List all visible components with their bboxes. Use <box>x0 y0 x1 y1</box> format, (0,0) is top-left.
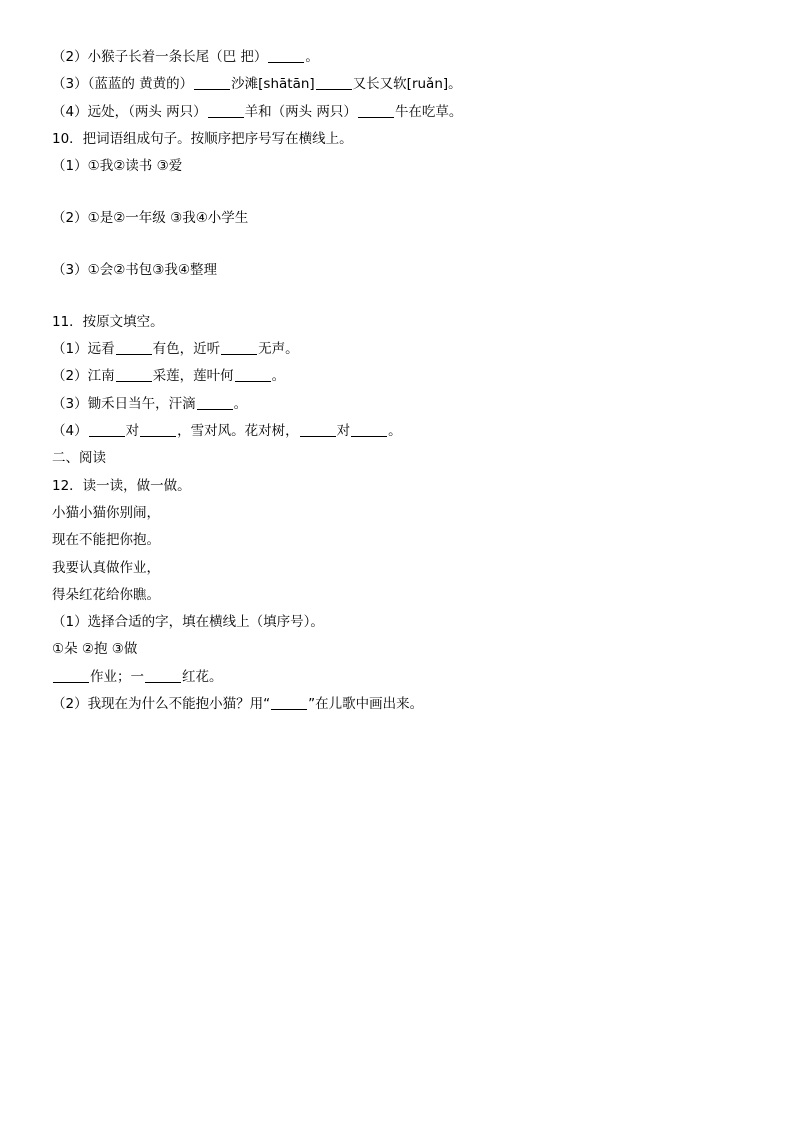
answer-blank[interactable] <box>116 339 152 355</box>
q11-sub3-text: （3）锄禾日当午，汗滴 <box>52 395 196 412</box>
q11-sub2 <box>52 363 752 390</box>
q9-sub4-mid: 羊和（两头 两只） <box>244 103 357 120</box>
answer-blank[interactable] <box>53 667 89 683</box>
answer-space[interactable] <box>52 232 752 257</box>
q10-item-3: （3）①会②书包③我④整理 <box>52 261 217 278</box>
answer-blank[interactable] <box>235 366 271 382</box>
q11-title: 11．按原文填空。 <box>52 313 164 330</box>
q9-sub2-text: （2）小猴子长着一条长尾（巴 把） <box>52 49 268 65</box>
q12-title: 12．读一读，做一做。 <box>52 477 191 494</box>
q11-sub1-end: 无声。 <box>258 341 299 358</box>
q11-sub4-mid: ，雪对风。花对树， <box>177 423 299 440</box>
q11-sub3-end: 。 <box>233 395 248 412</box>
q12-fill-text: 作业；一 <box>90 668 144 685</box>
q11-sub2-end: 。 <box>271 368 286 385</box>
answer-blank[interactable] <box>145 667 181 683</box>
poem-line-3: 我要认真做作业， <box>52 559 160 576</box>
q12-sub2-end: ”在儿歌中画出来。 <box>308 696 424 713</box>
q10-item-2: （2）①是②一年级 ③我④小学生 <box>52 210 249 227</box>
poem-line-2: 现在不能把你抱。 <box>52 532 160 549</box>
answer-blank[interactable] <box>358 102 394 118</box>
q10-title: 10．把词语组成句子。按顺序把序号写在横线上。 <box>52 130 353 147</box>
answer-space[interactable] <box>52 284 752 309</box>
answer-blank[interactable] <box>140 421 176 437</box>
answer-blank[interactable] <box>116 366 152 382</box>
answer-blank[interactable] <box>300 421 336 437</box>
q11-sub1-mid: 有色，近听 <box>152 341 221 358</box>
q12-fill-end: 红花。 <box>182 668 223 685</box>
q12-sub2 <box>52 691 752 718</box>
q12-options: ①朵 ②抱 ③做 <box>52 641 138 658</box>
q10-item-1: （1）①我②读书 ③爱 <box>52 158 183 175</box>
q9-sub3-mid: 沙滩[shātān] <box>231 76 315 93</box>
q11-sub1-text: （1）远看 <box>52 341 115 358</box>
answer-blank[interactable] <box>197 394 233 410</box>
q11-sub2-mid: 采莲，莲叶何 <box>152 368 234 385</box>
answer-blank[interactable] <box>221 339 257 355</box>
q11-sub4-dui2: 对 <box>336 423 351 440</box>
answer-blank[interactable] <box>194 74 230 90</box>
q9-sub4 <box>52 99 752 126</box>
q12-sub1: （1）选择合适的字，填在横线上（填序号）。 <box>52 614 324 631</box>
q11-sub2-text: （2）江南 <box>52 368 115 385</box>
poem-line-1: 小猫小猫你别闹， <box>52 504 160 521</box>
q12-sub2-text: （2）我现在为什么不能抱小猫？用“ <box>52 696 271 713</box>
q9-sub4-end: 牛在吃草。 <box>394 103 463 120</box>
q12-fill <box>52 664 752 691</box>
q9-sub2-end: 。 <box>305 49 319 65</box>
answer-blank[interactable] <box>316 74 352 90</box>
answer-space[interactable] <box>52 180 752 205</box>
q11-sub4 <box>52 418 752 445</box>
q11-sub1 <box>52 336 752 363</box>
answer-blank[interactable] <box>89 421 125 437</box>
answer-blank[interactable] <box>208 102 244 118</box>
q9-sub4-text: （4）远处，（两头 两只） <box>52 103 207 120</box>
answer-blank[interactable] <box>271 694 307 710</box>
section-heading-reading: 二、阅读 <box>52 450 106 467</box>
q9-sub2 <box>52 44 752 71</box>
q11-sub3 <box>52 391 752 418</box>
answer-blank[interactable] <box>351 421 387 437</box>
q9-sub3 <box>52 71 752 98</box>
q11-sub4-dui1: 对 <box>125 423 140 440</box>
worksheet-page <box>52 44 752 718</box>
poem-line-4: 得朵红花给你瞧。 <box>52 586 160 603</box>
q9-sub3-end: 又长又软[ruǎn]。 <box>352 76 462 93</box>
q11-sub4-end: 。 <box>388 423 402 440</box>
q11-sub4-text: （4） <box>52 423 88 440</box>
answer-blank[interactable] <box>268 47 304 63</box>
q9-sub3-text: （3）（蓝蓝的 黄黄的） <box>52 76 194 93</box>
